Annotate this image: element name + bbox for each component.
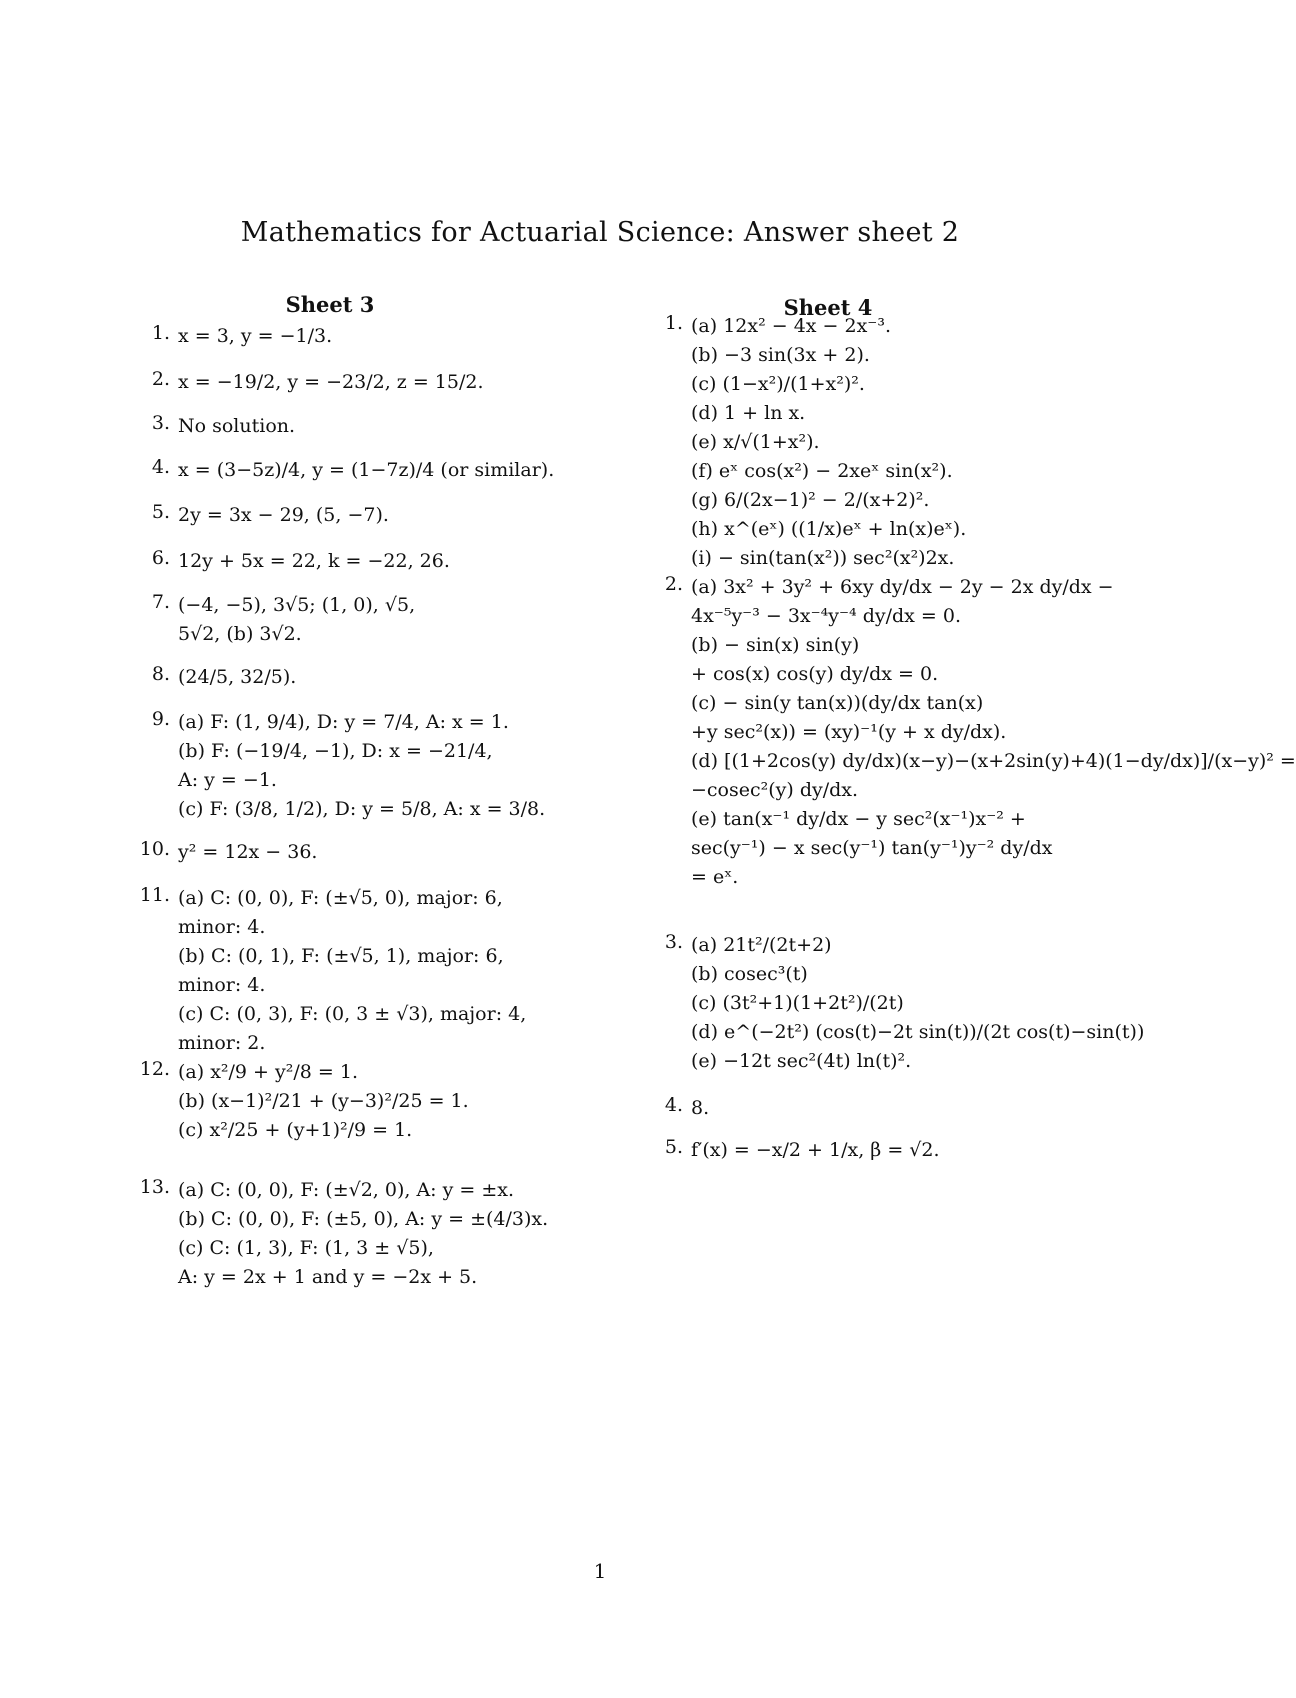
answer-line: (b) F: (−19/4, −1), D: x = −21/4, bbox=[178, 740, 493, 762]
answer-line: (e) tan(x⁻¹ dy/dx − y sec²(x⁻¹)x⁻² + bbox=[691, 808, 1026, 830]
answer-line: 8. bbox=[691, 1097, 710, 1119]
answer-body bbox=[178, 1058, 610, 1145]
answer-line: 5√2, (b) 3√2. bbox=[178, 623, 302, 645]
page-number: 1 bbox=[593, 1559, 607, 1583]
answer-line: (e) x/√(1+x²). bbox=[691, 431, 820, 453]
answer-line: (a) 21t²/(2t+2) bbox=[691, 934, 832, 956]
answer-number: 10. bbox=[139, 838, 170, 860]
answer-number: 3. bbox=[151, 412, 170, 434]
answer-line: (b) −3 sin(3x + 2). bbox=[691, 344, 870, 366]
answer-number: 12. bbox=[139, 1058, 170, 1080]
answer-line: +y sec²(x)) = (xy)⁻¹(y + x dy/dx). bbox=[691, 721, 1007, 743]
answer-body bbox=[178, 838, 610, 867]
answer-line: (e) −12t sec²(4t) ln(t)². bbox=[691, 1050, 912, 1072]
answer-line: (h) x^(eˣ) ((1/x)eˣ + ln(x)eˣ). bbox=[691, 518, 967, 540]
answer-line: (c) C: (1, 3), F: (1, 3 ± √5), bbox=[178, 1237, 434, 1259]
answer-line: (d) e^(−2t²) (cos(t)−2t sin(t))/(2t cos(t)−sin(t)) bbox=[691, 1021, 1145, 1043]
answer-line: minor: 4. bbox=[178, 974, 266, 996]
answer-line: (a) C: (0, 0), F: (±√5, 0), major: 6, bbox=[178, 887, 503, 909]
answer-line: (24/5, 32/5). bbox=[178, 666, 297, 688]
answer-number: 6. bbox=[151, 547, 170, 569]
sheet-3-heading: Sheet 3 bbox=[285, 292, 375, 317]
answer-line: (−4, −5), 3√5; (1, 0), √5, bbox=[178, 594, 416, 616]
answer-line: (f) eˣ cos(x²) − 2xeˣ sin(x²). bbox=[691, 460, 953, 482]
answer-line: (a) x²/9 + y²/8 = 1. bbox=[178, 1061, 358, 1083]
answer-line: (b) (x−1)²/21 + (y−3)²/25 = 1. bbox=[178, 1090, 469, 1112]
answer-line: A: y = −1. bbox=[178, 769, 277, 791]
answer-line: 12y + 5x = 22, k = −22, 26. bbox=[178, 550, 450, 572]
answer-number: 11. bbox=[139, 884, 170, 906]
sheet-4-heading: Sheet 4 bbox=[783, 295, 873, 320]
answer-line: (a) C: (0, 0), F: (±√2, 0), A: y = ±x. bbox=[178, 1179, 515, 1201]
answer-number: 8. bbox=[151, 663, 170, 685]
answer-line: (i) − sin(tan(x²)) sec²(x²)2x. bbox=[691, 547, 955, 569]
answer-body bbox=[178, 591, 610, 649]
answer-line: (c) F: (3/8, 1/2), D: y = 5/8, A: x = 3/8. bbox=[178, 798, 546, 820]
answer-number: 9. bbox=[151, 708, 170, 730]
answer-line: minor: 4. bbox=[178, 916, 266, 938]
answer-line: (c) x²/25 + (y+1)²/9 = 1. bbox=[178, 1119, 413, 1141]
answer-body bbox=[178, 663, 610, 692]
answer-body bbox=[178, 412, 610, 441]
answer-body bbox=[178, 456, 610, 485]
answer-line: x = −19/2, y = −23/2, z = 15/2. bbox=[178, 371, 484, 393]
answer-body bbox=[691, 931, 1143, 1076]
answer-line: −cosec²(y) dy/dx. bbox=[691, 779, 859, 801]
answer-body bbox=[178, 708, 610, 824]
answer-line: (b) cosec³(t) bbox=[691, 963, 808, 985]
answer-line: (a) 3x² + 3y² + 6xy dy/dx − 2y − 2x dy/dx − bbox=[691, 576, 1114, 598]
answer-number: 13. bbox=[139, 1176, 170, 1198]
answer-line: (c) (3t²+1)(1+2t²)/(2t) bbox=[691, 992, 904, 1014]
answer-number: 7. bbox=[151, 591, 170, 613]
answer-body bbox=[691, 573, 1296, 892]
answer-number: 4. bbox=[664, 1094, 683, 1116]
answer-line: x = (3−5z)/4, y = (1−7z)/4 (or similar). bbox=[178, 459, 555, 481]
answer-body bbox=[178, 1176, 610, 1292]
answer-number: 5. bbox=[664, 1136, 683, 1158]
answer-line: (b) C: (0, 1), F: (±√5, 1), major: 6, bbox=[178, 945, 504, 967]
answer-line: (a) 12x² − 4x − 2x⁻³. bbox=[691, 315, 891, 337]
answer-line: (b) − sin(x) sin(y) bbox=[691, 634, 860, 656]
answer-line: = eˣ. bbox=[691, 866, 739, 888]
answer-number: 5. bbox=[151, 501, 170, 523]
answer-line: (d) [(1+2cos(y) dy/dx)(x−y)−(x+2sin(y)+4)(1−dy/dx)]/(x−y)² = bbox=[691, 750, 1296, 772]
answer-line: (d) 1 + ln x. bbox=[691, 402, 806, 424]
answer-line: f′(x) = −x/2 + 1/x, β = √2. bbox=[691, 1139, 940, 1161]
answer-line: y² = 12x − 36. bbox=[178, 841, 318, 863]
answer-line: (g) 6/(2x−1)² − 2/(x+2)². bbox=[691, 489, 930, 511]
answer-line: No solution. bbox=[178, 415, 296, 437]
answer-body bbox=[691, 1094, 1143, 1123]
answer-number: 1. bbox=[664, 312, 683, 334]
document-title: Mathematics for Actuarial Science: Answer sheet 2 bbox=[240, 217, 960, 248]
answer-number: 2. bbox=[151, 368, 170, 390]
answer-body bbox=[178, 322, 610, 351]
answer-body bbox=[178, 368, 610, 397]
answer-line: (c) (1−x²)/(1+x²)². bbox=[691, 373, 865, 395]
answer-number: 4. bbox=[151, 456, 170, 478]
answer-body bbox=[178, 884, 610, 1058]
answer-line: (a) F: (1, 9/4), D: y = 7/4, A: x = 1. bbox=[178, 711, 509, 733]
answer-line: (c) C: (0, 3), F: (0, 3 ± √3), major: 4, bbox=[178, 1003, 527, 1025]
answer-body bbox=[178, 547, 610, 576]
answer-line: minor: 2. bbox=[178, 1032, 266, 1054]
answer-line: 4x⁻⁵y⁻³ − 3x⁻⁴y⁻⁴ dy/dx = 0. bbox=[691, 605, 961, 627]
answer-line: 2y = 3x − 29, (5, −7). bbox=[178, 504, 389, 526]
answer-line: + cos(x) cos(y) dy/dx = 0. bbox=[691, 663, 939, 685]
answer-body bbox=[178, 501, 610, 530]
answer-number: 1. bbox=[151, 322, 170, 344]
answer-body bbox=[691, 1136, 1143, 1165]
answer-line: A: y = 2x + 1 and y = −2x + 5. bbox=[178, 1266, 478, 1288]
answer-line: (b) C: (0, 0), F: (±5, 0), A: y = ±(4/3)x. bbox=[178, 1208, 549, 1230]
answer-body bbox=[691, 312, 1143, 573]
answer-number: 3. bbox=[664, 931, 683, 953]
answer-number: 2. bbox=[664, 573, 683, 595]
answer-line: sec(y⁻¹) − x sec(y⁻¹) tan(y⁻¹)y⁻² dy/dx bbox=[691, 837, 1053, 859]
answer-line: x = 3, y = −1/3. bbox=[178, 325, 333, 347]
answer-line: (c) − sin(y tan(x))(dy/dx tan(x) bbox=[691, 692, 984, 714]
